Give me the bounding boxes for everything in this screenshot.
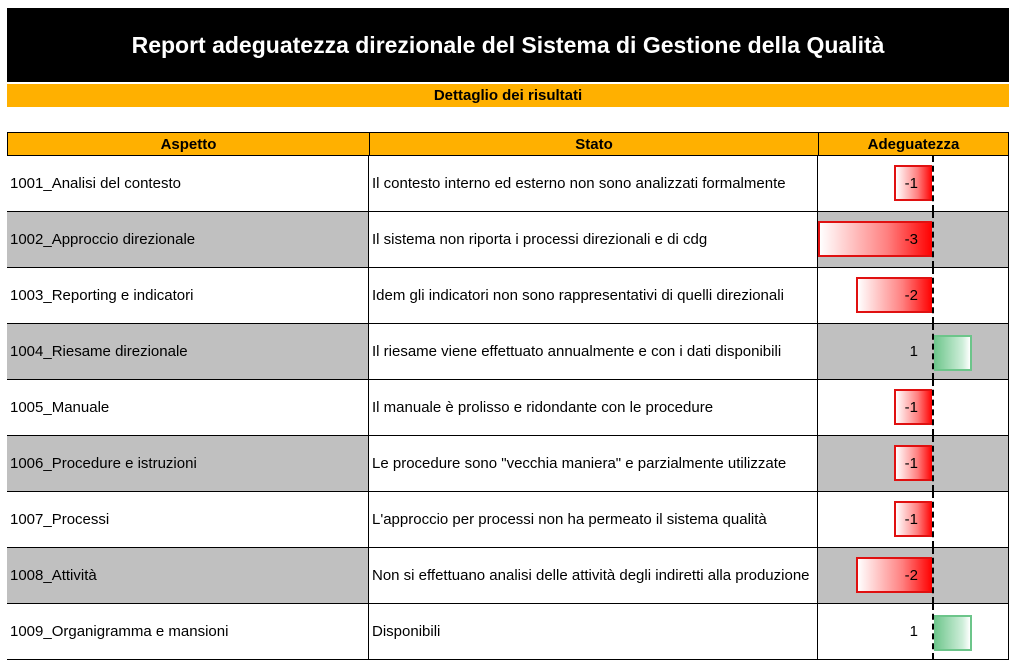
zero-axis-line [932, 156, 934, 211]
header-aspetto: Aspetto [8, 133, 370, 155]
aspetto-cell[interactable]: 1006_Procedure e istruzioni [7, 436, 369, 491]
adeguatezza-value: -1 [904, 399, 918, 416]
adeguatezza-value: -2 [904, 287, 918, 304]
table-row[interactable] [7, 548, 1009, 604]
adeguatezza-cell[interactable] [818, 380, 1009, 435]
zero-axis-line [932, 604, 934, 659]
aspetto-cell[interactable]: 1001_Analisi del contesto [7, 156, 369, 211]
adeguatezza-cell[interactable] [818, 324, 1009, 379]
report-subtitle: Dettaglio dei risultati [7, 84, 1009, 107]
aspetto-cell[interactable]: 1002_Approccio direzionale [7, 212, 369, 267]
table-row[interactable] [7, 212, 1009, 268]
aspetto-cell[interactable]: 1004_Riesame direzionale [7, 324, 369, 379]
aspetto-cell[interactable]: 1005_Manuale [7, 380, 369, 435]
table-row[interactable] [7, 604, 1009, 660]
table-row[interactable] [7, 268, 1009, 324]
header-stato: Stato [370, 133, 819, 155]
adeguatezza-value: 1 [909, 623, 918, 640]
adeguatezza-value: -1 [904, 175, 918, 192]
positive-data-bar [934, 335, 972, 371]
aspetto-cell[interactable]: 1007_Processi [7, 492, 369, 547]
zero-axis-line [932, 436, 934, 491]
header-adeguatezza: Adeguatezza [867, 135, 960, 153]
report-title: Report adeguatezza direzionale del Sistema di Gestione della Qualità [7, 8, 1009, 82]
adeguatezza-value: -1 [904, 455, 918, 472]
adeguatezza-cell[interactable] [818, 548, 1009, 603]
table-header [7, 132, 1009, 156]
aspetto-cell[interactable]: 1008_Attività [7, 548, 369, 603]
table-row[interactable] [7, 436, 1009, 492]
table-row[interactable] [7, 492, 1009, 548]
zero-axis-line [932, 380, 934, 435]
adeguatezza-cell[interactable] [818, 436, 1009, 491]
stato-cell[interactable]: Idem gli indicatori non sono rappresentativi di quelli direzionali [369, 268, 818, 323]
aspetto-cell[interactable]: 1009_Organigramma e mansioni [7, 604, 369, 659]
adeguatezza-cell[interactable] [818, 156, 1009, 211]
adeguatezza-value: -1 [904, 511, 918, 528]
adeguatezza-value: 1 [909, 343, 918, 360]
stato-cell[interactable]: Il manuale è prolisso e ridondante con le procedure [369, 380, 818, 435]
aspetto-cell[interactable]: 1003_Reporting e indicatori [7, 268, 369, 323]
zero-axis-line [932, 268, 934, 323]
stato-cell[interactable]: L'approccio per processi non ha permeato il sistema qualità [369, 492, 818, 547]
adeguatezza-value: -2 [904, 567, 918, 584]
stato-cell[interactable]: Disponibili [369, 604, 818, 659]
stato-cell[interactable]: Non si effettuano analisi delle attività degli indiretti alla produzione [369, 548, 818, 603]
stato-cell[interactable]: Le procedure sono "vecchia maniera" e parzialmente utilizzate [369, 436, 818, 491]
adeguatezza-cell[interactable] [818, 604, 1009, 659]
stato-cell[interactable]: Il contesto interno ed esterno non sono analizzati formalmente [369, 156, 818, 211]
zero-axis-line [932, 548, 934, 603]
stato-cell[interactable]: Il sistema non riporta i processi direzionali e di cdg [369, 212, 818, 267]
stato-cell[interactable]: Il riesame viene effettuato annualmente e con i dati disponibili [369, 324, 818, 379]
zero-axis-line [932, 492, 934, 547]
zero-axis-line [932, 212, 934, 267]
adeguatezza-cell[interactable] [818, 492, 1009, 547]
adeguatezza-cell[interactable] [818, 212, 1009, 267]
adeguatezza-cell[interactable] [818, 268, 1009, 323]
table-row[interactable] [7, 380, 1009, 436]
table-row[interactable] [7, 156, 1009, 212]
adeguatezza-value: -3 [904, 231, 918, 248]
zero-axis-line [932, 324, 934, 379]
table-row[interactable] [7, 324, 1009, 380]
positive-data-bar [934, 615, 972, 651]
